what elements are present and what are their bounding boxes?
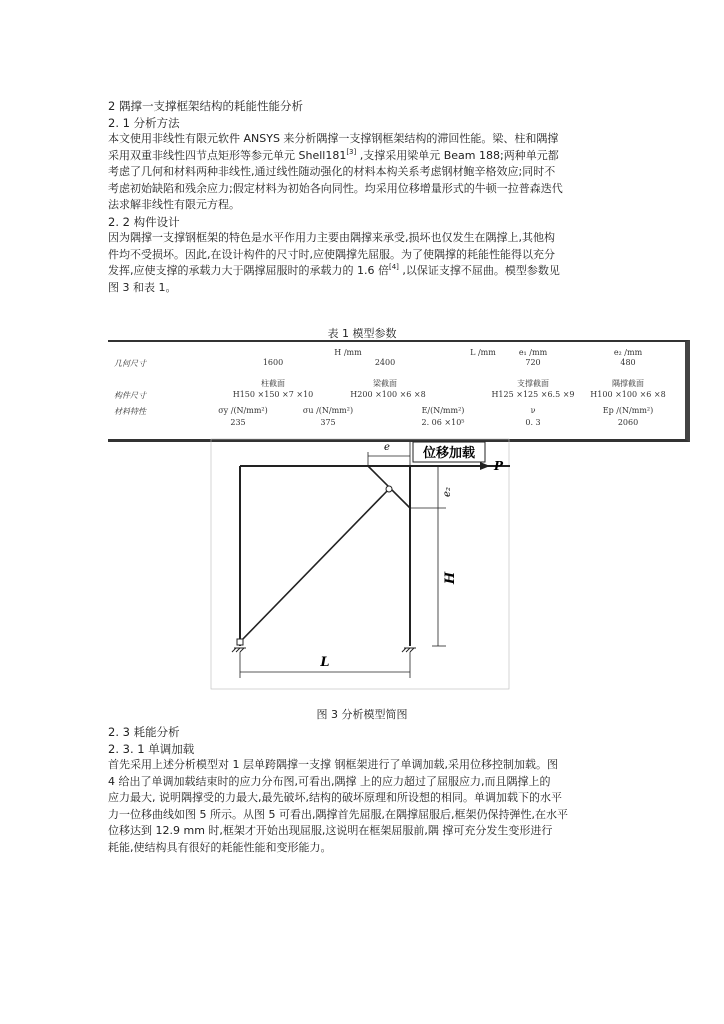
label-e2: e₂	[442, 487, 453, 497]
citation-ref: [3]	[346, 147, 357, 156]
paragraph-line: 4 给出了单调加载结束时的应力分布图,可看出,隅撑 上的应力超过了屈服应力,而且隅撑上的	[108, 774, 551, 788]
table-row: H /mm L /mm e₁ /mm e₂ /mm	[334, 348, 643, 357]
analysis-model-diagram	[210, 438, 510, 690]
label-e: e	[384, 442, 390, 453]
paragraph-line: 件均不受损坏。因此,在设计构件的尺寸时,应使隅撑先屈服。为了使隅撑的耗能性能得以充分	[108, 247, 555, 261]
paragraph-line: 应力最大, 说明隅撑受的力最大,最先破坏,结构的破坏原理和所设想的相同。单调加载下的水平	[108, 791, 562, 804]
paragraph-line: 图 3 和表 1。	[108, 280, 177, 294]
paragraph-line: 位移达到 12.9 mm 时,框架才开始出现屈服,这说明在框架屈服前,隅 撑可充分发生变形进行	[108, 824, 553, 837]
paragraph-line: 首先采用上述分析模型对 1 层单跨隅撑一支撑 钢框架进行了单调加载,采用位移控制加载。图	[108, 758, 558, 771]
subsection-2-1-title: 2. 1 分析方法	[108, 115, 180, 130]
diagonal-brace	[240, 489, 389, 642]
brace-base-joint	[237, 639, 243, 645]
table-row: 材料特性 σy /(N/mm²) σu /(N/mm²) E/(N/mm²) ν Ep /(N/mm²)	[114, 406, 654, 416]
figure-border	[211, 439, 509, 689]
right-support	[402, 648, 416, 652]
subsection-2-3-1-title: 2. 3. 1 单调加载	[108, 741, 195, 756]
load-label: 位移加载	[422, 446, 476, 461]
paragraph-line: 耗能,使结构具有很好的耗能性能和变形能力。	[108, 840, 332, 854]
paragraph-line: 发挥,应使支撑的承载力大于隅撑屈服时的承载力的 1.6 倍[4] ,以保证支撑不屈曲。模型参数见	[108, 263, 560, 277]
label-H: H	[443, 571, 458, 585]
table-model-parameters	[108, 340, 690, 442]
table-row: 几何尺寸 1600 2400 720 480	[114, 358, 636, 368]
subsection-2-2-title: 2. 2 构件设计	[108, 214, 180, 229]
section-text-bottom	[108, 724, 620, 856]
subsection-2-3-title: 2. 3 耗能分析	[108, 725, 180, 739]
table-row: 柱截面 梁截面 支撑截面 隅撑截面	[261, 379, 644, 388]
left-support	[232, 648, 246, 652]
label-L: L	[320, 655, 330, 670]
paragraph-line: 因为隅撑一支撑钢框架的特色是水平作用力主要由隅撑来承受,损坏也仅发生在隅撑上,其他构	[108, 231, 555, 244]
section-title: 2 隅撑一支撑框架结构的耗能性能分析	[108, 99, 303, 113]
paragraph-line: 考虑初始缺陷和残余应力;假定材料为初始各向同性。均采用位移增量形式的牛顿一拉普森迭代	[108, 181, 563, 195]
paragraph-line: 本文使用非线性有限元软件 ANSYS 来分析隅撑一支撑钢框架结构的滞回性能。梁、柱和隅撑	[108, 132, 559, 145]
table-row: 构件尺寸 H150 ×150 ×7 ×10 H200 ×100 ×6 ×8 H125 ×125 ×6.5 ×9 H100 ×100 ×6 ×8	[114, 390, 666, 400]
brace-joint	[386, 486, 392, 492]
paragraph-line: 力一位移曲线如图 5 所示。从图 5 可看出,隅撑首先屈服,在隅撑屈服后,框架仍保持弹性,在水平	[108, 807, 568, 821]
label-P: P	[494, 459, 504, 473]
figure-caption: 图 3 分析模型简图	[316, 708, 408, 721]
section-text-top	[108, 98, 620, 296]
citation-ref: [4]	[388, 263, 399, 271]
paragraph-line: 考虑了几何和材料两种非线性,通过线性随动强化的材料本构关系考虑钢材鲍辛格效应;同时不	[108, 165, 556, 178]
paragraph-line: 法求解非线性有限元方程。	[108, 198, 240, 211]
table-caption: 表 1 模型参数	[327, 327, 397, 340]
table-row: 235 375 2. 06 ×10⁵ 0. 3 2060	[230, 418, 639, 427]
paragraph-line: 采用双重非线性四节点矩形等参元单元 Shell181[3] ,支撑采用梁单元 Beam 188;两种单元都	[108, 147, 559, 162]
